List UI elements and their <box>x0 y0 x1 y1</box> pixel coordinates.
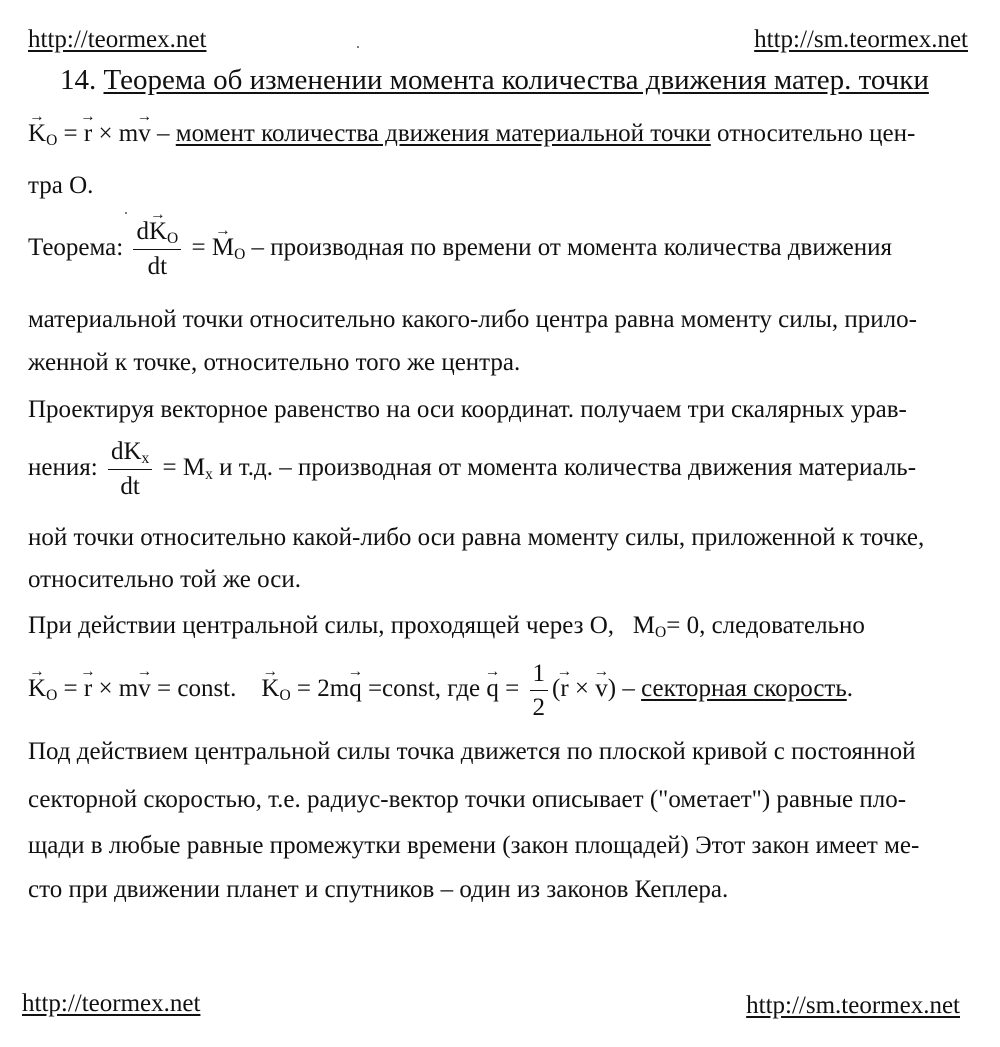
central-rest: = 0, следовательно <box>666 612 865 639</box>
title-number: 14. <box>60 64 97 96</box>
paragraph-line-2: секторной скоростью, т.е. радиус-вектор точки описывает ("ометает") равные пло- <box>28 786 907 813</box>
r-vector: → r <box>84 120 92 148</box>
q-vector: → q <box>486 675 499 703</box>
equals: = <box>57 120 84 147</box>
definition-line-1 <box>28 120 915 149</box>
central-line-1 <box>28 612 865 641</box>
central-text: При действии центральной силы, проходящей через О, <box>28 612 615 639</box>
page-title <box>60 64 929 97</box>
paragraph-line-4: сто при движении планет и спутников – один из законов Кеплера. <box>28 876 729 903</box>
K-vector: → K <box>28 675 46 703</box>
subscript: O <box>655 623 667 641</box>
footer-link-left[interactable]: http://teormex.net <box>22 990 201 1017</box>
r-vector: → r <box>84 675 92 703</box>
q-vector: → q <box>349 675 362 703</box>
dash: – <box>150 120 176 147</box>
projection-text: и т.д. – производная от момента количества движения материаль- <box>212 453 917 481</box>
footer-link-right[interactable]: http://sm.teormex.net <box>746 992 960 1019</box>
projection-line-2 <box>28 438 916 500</box>
theorem-label: Теорема: <box>28 233 124 261</box>
central-formula-line: → $K_O$ = → r × m→ v = const. → $K_O = 2m\to q$ =const, где → q = $\frac{1}{2}$ (→ r × → v) – секторная скорость. <box>28 660 853 721</box>
header-link-right[interactable]: http://sm.teormex.net <box>754 26 968 53</box>
projection-fraction: $\frac{dK_x}{dt}$ <box>108 438 152 500</box>
M-vector: → M <box>212 234 234 262</box>
subscript: O <box>234 245 246 263</box>
half-fraction: $\frac{1}{2}$ <box>530 660 549 721</box>
paragraph-line-1: Под действием центральной силы точка движется по плоской кривой с постоянной <box>28 738 916 765</box>
K-vector: → K <box>261 675 279 703</box>
theorem-line-2: материальной точки относительно какого-либо центра равна моменту силы, прило- <box>28 306 917 333</box>
v-vector: → v <box>138 675 151 703</box>
subscript: O <box>46 131 58 149</box>
header-link-left[interactable]: http://teormex.net <box>28 26 207 53</box>
theorem-line-1 <box>28 218 892 280</box>
equals: = <box>185 233 212 261</box>
subscript: x <box>205 465 213 483</box>
title-text: Теорема об изменении момента количества движения матер. точки <box>103 64 929 96</box>
projection-line-3: ной точки относительно какой-либо оси равна моменту силы, приложенной к точке, <box>28 524 925 551</box>
definition-term: момент количества движения материальной точки <box>175 120 711 147</box>
definition-line-2: тра О. <box>28 172 94 199</box>
K-vector: → K <box>28 120 46 148</box>
projection-lead: нения: <box>28 453 98 481</box>
scan-speck <box>357 46 359 48</box>
definition-rest: относительно цен- <box>710 120 916 147</box>
scan-speck <box>125 212 127 214</box>
M-symbol: M <box>632 612 656 639</box>
r-vector: → r <box>560 675 568 703</box>
theorem-line-3: женной к точке, относительно того же центра. <box>28 349 521 376</box>
v-vector: → v <box>595 675 608 703</box>
paragraph-line-3: щади в любые равные промежутки времени (закон площадей) Этот закон имеет ме- <box>28 832 920 859</box>
projection-line-1: Проектируя векторное равенство на оси координат. получаем три скалярных урав- <box>28 396 907 423</box>
equals-M: = M <box>156 453 206 481</box>
theorem-fraction: $\frac{d\to K_O}{dt}$ <box>133 218 181 280</box>
sector-velocity-term: секторная скорость <box>641 675 847 703</box>
projection-line-4: относительно той же оси. <box>28 566 301 593</box>
v-vector: → v <box>138 120 151 148</box>
theorem-text: – производная по времени от момента количества движения <box>245 233 893 261</box>
times-m: × m <box>92 120 139 147</box>
